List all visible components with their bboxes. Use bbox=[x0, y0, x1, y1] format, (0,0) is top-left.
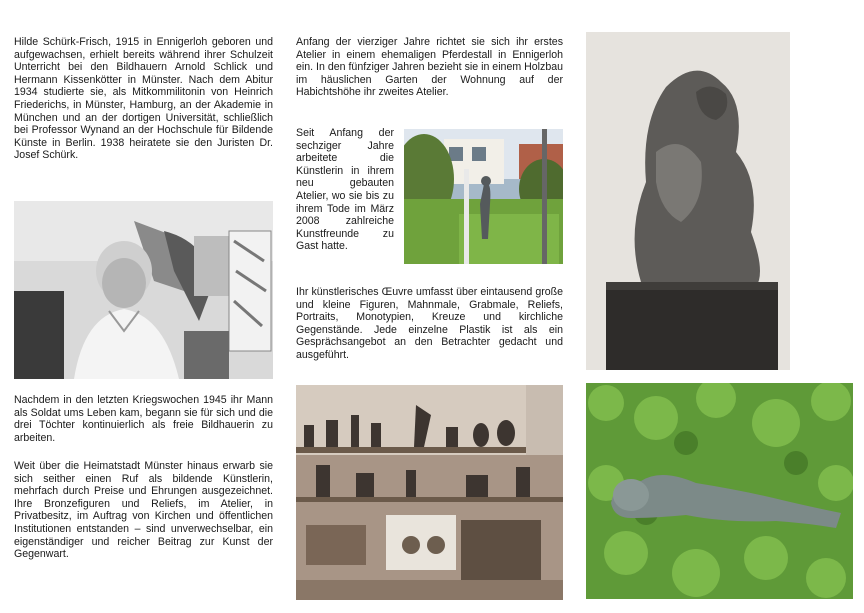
bio-paragraph-2: Nachdem in den letzten Kriegswochen 1945 ihr Mann als Soldat ums Leben kam, begann sie für sich und die drei Töchter kontinuierlich als freie Bildhauerin zu arbeiten. bbox=[14, 394, 273, 444]
oeuvre-paragraph: Ihr künstlerisches Œuvre umfasst über eintausend große und kleine Figuren, Mahnmale, Grabmale, Reliefs, Portraits, Monotypien, Kreuze und kirchliche Gegenstände. Jede einzelne Plastik ist als ein Gesprächsangebot an den Betrachter gedacht und ausgeführt. bbox=[296, 286, 563, 361]
garden-atelier-photo bbox=[404, 129, 563, 264]
bio-paragraph-3: Weit über die Heimatstadt Münster hinaus erwarb sie sich seither einen Ruf als bildende Künstlerin, mehrfach durch Preise und Ehrungen ausgezeichnet. Ihre Bronzefiguren und Reliefs, im Atelier, in Privatbesitz, im Auftrag von Kirchen und öffentlichen Institutionen entstanden – sind unverwechselbar, ein eigenständiger und reicher Beitrag zur Kunst der Gegenwart. bbox=[14, 460, 273, 561]
atelier-paragraph-2: Seit Anfang der sechziger Jahre arbeitete die Künstlerin in ihrem neu gebauten Atelier, wo sie bis zu ihrem Tode im März 2008 zahlreiche Kunstfreunde zu Gast hatte. bbox=[296, 127, 394, 253]
studio-interior-photo bbox=[296, 385, 563, 600]
atelier-paragraph-1: Anfang der vierziger Jahre richtet sie sich ihr erstes Atelier in einem ehemaligen Pferdestall in Ennigerloh ein. In den fünfziger Jahren bezieht sie in einem Holzbau im häuslichen Garten der Wohnung auf der Habichtshöhe ihr zweites Atelier. bbox=[296, 36, 563, 99]
reclining-figure-photo bbox=[586, 383, 853, 599]
artist-portrait-photo bbox=[14, 201, 273, 379]
bronze-sculpture-photo bbox=[586, 32, 790, 370]
bio-paragraph-1: Hilde Schürk-Frisch, 1915 in Ennigerloh geboren und aufgewachsen, erhielt bereits während ihrer Schulzeit Unterricht bei den Bildhauern Arnold Schlick und Hermann Kissenkötter in Münster. Nach dem Abitur 1934 studierte sie, als Mitkommilitonin von Heinrich Friederichs, in Münster, Hamburg, an der Akademie in München und an der dortigen Universität, schließlich bei Professor Wynand an der Hochschule für Bildende Künste in Berlin. 1938 heiratete sie den Juristen Dr. Josef Schürk. bbox=[14, 36, 273, 162]
